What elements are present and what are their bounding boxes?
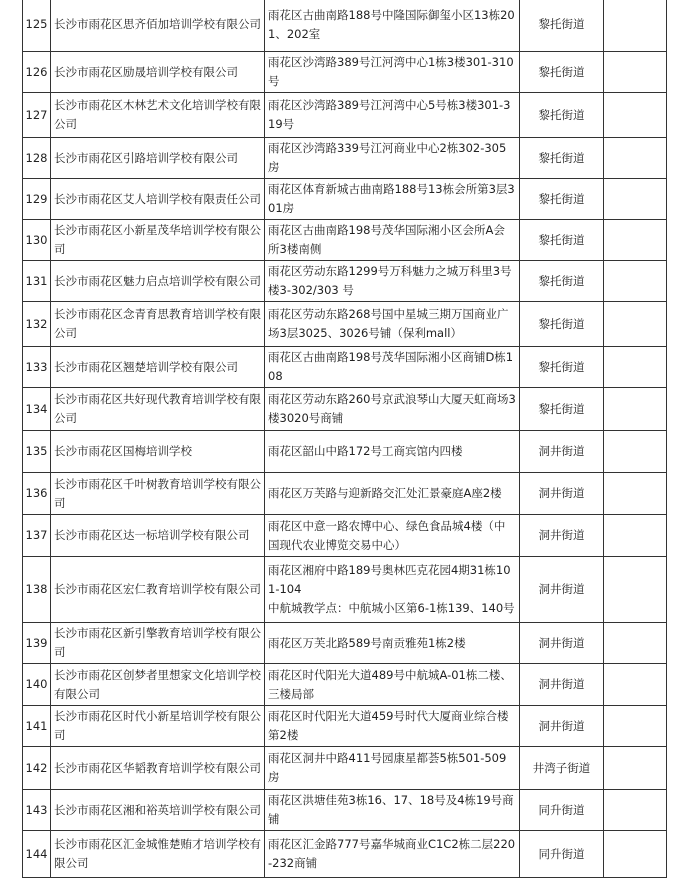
street-office: 同升街道 bbox=[520, 831, 604, 878]
remarks-cell bbox=[604, 0, 667, 52]
street-office: 洞井街道 bbox=[520, 515, 604, 557]
table-row bbox=[23, 220, 667, 261]
remarks-cell bbox=[604, 831, 667, 878]
address-line: 雨花区古曲南路188号中隆国际御玺小区13栋201、202室 bbox=[268, 7, 515, 41]
remarks-cell bbox=[604, 790, 667, 831]
address-line: 雨花区古曲南路198号茂华国际湘小区商铺D栋108 bbox=[268, 350, 514, 383]
school-name: 长沙市雨花区励晟培训学校有限公司 bbox=[51, 52, 265, 93]
address-line: 雨花区体育新城古曲南路188号13栋会所第3层301房 bbox=[268, 182, 515, 215]
table-row bbox=[23, 515, 667, 557]
row-number: 135 bbox=[23, 431, 51, 473]
school-name: 长沙市雨花区宏仁教育培训学校有限公司 bbox=[51, 557, 265, 623]
row-number: 138 bbox=[23, 557, 51, 623]
address-line: 雨花区沙湾路339号江河商业中心2栋302-305房 bbox=[268, 141, 507, 174]
row-number: 126 bbox=[23, 52, 51, 93]
street-office: 黎托街道 bbox=[520, 347, 604, 388]
school-address bbox=[265, 664, 520, 706]
address-line: 雨花区时代阳光大道489号中航城A-01栋二楼、三楼局部 bbox=[268, 667, 512, 701]
school-address bbox=[265, 179, 520, 220]
address-line: 雨花区时代阳光大道459号时代大厦商业综合楼第2楼 bbox=[268, 709, 509, 742]
school-address bbox=[265, 0, 520, 52]
table-row bbox=[23, 347, 667, 388]
school-address bbox=[265, 473, 520, 515]
school-name: 长沙市雨花区创梦者里想家文化培训学校有限公司 bbox=[51, 664, 265, 706]
row-number: 139 bbox=[23, 623, 51, 664]
row-number: 132 bbox=[23, 302, 51, 347]
street-office: 黎托街道 bbox=[520, 52, 604, 93]
remarks-cell bbox=[604, 623, 667, 664]
school-name: 长沙市雨花区华韬教育培训学校有限公司 bbox=[51, 747, 265, 790]
row-number: 125 bbox=[23, 0, 51, 52]
remarks-cell bbox=[604, 138, 667, 179]
remarks-cell bbox=[604, 747, 667, 790]
table-row bbox=[23, 138, 667, 179]
row-number: 134 bbox=[23, 388, 51, 431]
remarks-cell bbox=[604, 706, 667, 747]
remarks-cell bbox=[604, 431, 667, 473]
address-line: 雨花区洪塘佳苑3栋16、17、18号及4栋19号商铺 bbox=[268, 793, 514, 826]
school-name: 长沙市雨花区时代小新星培训学校有限公司 bbox=[51, 706, 265, 747]
table-row bbox=[23, 473, 667, 515]
street-office: 黎托街道 bbox=[520, 138, 604, 179]
school-address bbox=[265, 623, 520, 664]
remarks-cell bbox=[604, 557, 667, 623]
school-name: 长沙市雨花区翘楚培训学校有限公司 bbox=[51, 347, 265, 388]
table-row bbox=[23, 302, 667, 347]
remarks-cell bbox=[604, 302, 667, 347]
school-address bbox=[265, 302, 520, 347]
address-line: 雨花区古曲南路198号茂华国际湘小区会所A会所3楼南侧 bbox=[268, 223, 505, 256]
address-line: 雨花区洞井中路411号园康星都荟5栋501-509房 bbox=[268, 751, 507, 784]
remarks-cell bbox=[604, 388, 667, 431]
address-line: 雨花区沙湾路389号江河湾中心1栋3楼301-310号 bbox=[268, 55, 514, 88]
table-row bbox=[23, 664, 667, 706]
school-address bbox=[265, 93, 520, 138]
school-name: 长沙市雨花区湘和裕英培训学校有限公司 bbox=[51, 790, 265, 831]
row-number: 141 bbox=[23, 706, 51, 747]
remarks-cell bbox=[604, 179, 667, 220]
school-address bbox=[265, 790, 520, 831]
street-office: 黎托街道 bbox=[520, 93, 604, 138]
school-address bbox=[265, 747, 520, 790]
address-line: 雨花区万芙北路589号南贡雅苑1栋2楼 bbox=[268, 635, 466, 650]
table-row bbox=[23, 623, 667, 664]
row-number: 128 bbox=[23, 138, 51, 179]
school-name: 长沙市雨花区思齐佰加培训学校有限公司 bbox=[51, 0, 265, 52]
street-office: 黎托街道 bbox=[520, 388, 604, 431]
table-row bbox=[23, 93, 667, 138]
school-address bbox=[265, 388, 520, 431]
address-line: 雨花区劳动东路268号国中星城三期万国商业广场3层3025、3026号铺（保利mall） bbox=[268, 307, 509, 340]
school-name: 长沙市雨花区小新星茂华培训学校有限公司 bbox=[51, 220, 265, 261]
school-address bbox=[265, 138, 520, 179]
address-line: 雨花区万芙路与迎新路交汇处汇景豪庭A座2楼 bbox=[268, 486, 502, 500]
address-line: 雨花区劳动东路260号京武浪琴山大厦天虹商场3楼3020号商铺 bbox=[268, 392, 516, 425]
school-address bbox=[265, 706, 520, 747]
table-row bbox=[23, 790, 667, 831]
street-office: 同升街道 bbox=[520, 790, 604, 831]
table-row bbox=[23, 179, 667, 220]
school-name: 长沙市雨花区汇金城惟楚贿才培训学校有限公司 bbox=[51, 831, 265, 878]
remarks-cell bbox=[604, 347, 667, 388]
address-line: 雨花区湘府中路189号奥林匹克花园4期31栋101-104 bbox=[268, 563, 511, 596]
street-office: 黎托街道 bbox=[520, 261, 604, 302]
street-office: 洞井街道 bbox=[520, 473, 604, 515]
remarks-cell bbox=[604, 473, 667, 515]
table-row bbox=[23, 0, 667, 52]
table-row bbox=[23, 388, 667, 431]
address-line: 中航城教学点：中航城小区第6-1栋139、140号 bbox=[268, 601, 515, 615]
school-address bbox=[265, 831, 520, 878]
table-row bbox=[23, 431, 667, 473]
school-name: 长沙市雨花区木林艺术文化培训学校有限公司 bbox=[51, 93, 265, 138]
row-number: 137 bbox=[23, 515, 51, 557]
table-row bbox=[23, 831, 667, 878]
address-line: 雨花区韶山中路172号工商宾馆内四楼 bbox=[268, 444, 463, 458]
row-number: 136 bbox=[23, 473, 51, 515]
school-address bbox=[265, 515, 520, 557]
school-name: 长沙市雨花区共好现代教育培训学校有限公司 bbox=[51, 388, 265, 431]
address-line: 雨花区汇金路777号嘉华城商业C1C2栋二层220-232商铺 bbox=[268, 837, 516, 870]
row-number: 140 bbox=[23, 664, 51, 706]
street-office: 黎托街道 bbox=[520, 179, 604, 220]
row-number: 130 bbox=[23, 220, 51, 261]
street-office: 黎托街道 bbox=[520, 0, 604, 52]
address-line: 雨花区中意一路农博中心、绿色食品城4楼（中国现代农业博览交易中心） bbox=[268, 518, 506, 552]
remarks-cell bbox=[604, 261, 667, 302]
school-name: 长沙市雨花区念青育思教育培训学校有限公司 bbox=[51, 302, 265, 347]
table-row bbox=[23, 747, 667, 790]
street-office: 洞井街道 bbox=[520, 431, 604, 473]
school-name: 长沙市雨花区新引擎教育培训学校有限公司 bbox=[51, 623, 265, 664]
school-table bbox=[22, 0, 667, 878]
school-name: 长沙市雨花区引路培训学校有限公司 bbox=[51, 138, 265, 179]
street-office: 洞井街道 bbox=[520, 623, 604, 664]
school-name: 长沙市雨花区千叶树教育培训学校有限公司 bbox=[51, 473, 265, 515]
remarks-cell bbox=[604, 664, 667, 706]
school-name: 长沙市雨花区达一标培训学校有限公司 bbox=[51, 515, 265, 557]
street-office: 黎托街道 bbox=[520, 302, 604, 347]
school-name: 长沙市雨花区魅力启点培训学校有限公司 bbox=[51, 261, 265, 302]
school-address bbox=[265, 220, 520, 261]
row-number: 143 bbox=[23, 790, 51, 831]
school-name: 长沙市雨花区艾人培训学校有限责任公司 bbox=[51, 179, 265, 220]
table-row bbox=[23, 261, 667, 302]
school-name: 长沙市雨花区国梅培训学校 bbox=[51, 431, 265, 473]
remarks-cell bbox=[604, 52, 667, 93]
address-line: 雨花区沙湾路389号江河湾中心5号栋3楼301-319号 bbox=[268, 98, 511, 131]
school-table-body bbox=[23, 0, 667, 878]
row-number: 127 bbox=[23, 93, 51, 138]
street-office: 黎托街道 bbox=[520, 220, 604, 261]
table-row bbox=[23, 706, 667, 747]
row-number: 131 bbox=[23, 261, 51, 302]
school-address bbox=[265, 52, 520, 93]
table-row bbox=[23, 52, 667, 93]
school-address bbox=[265, 557, 520, 623]
school-address bbox=[265, 347, 520, 388]
remarks-cell bbox=[604, 220, 667, 261]
row-number: 142 bbox=[23, 747, 51, 790]
street-office: 洞井街道 bbox=[520, 706, 604, 747]
remarks-cell bbox=[604, 93, 667, 138]
school-address bbox=[265, 431, 520, 473]
row-number: 144 bbox=[23, 831, 51, 878]
school-address bbox=[265, 261, 520, 302]
row-number: 133 bbox=[23, 347, 51, 388]
street-office: 洞井街道 bbox=[520, 664, 604, 706]
remarks-cell bbox=[604, 515, 667, 557]
address-line: 雨花区劳动东路1299号万科魅力之城万科里3号楼3-302/303 号 bbox=[268, 264, 512, 297]
street-office: 井湾子街道 bbox=[520, 747, 604, 790]
table-row bbox=[23, 557, 667, 623]
row-number: 129 bbox=[23, 179, 51, 220]
street-office: 洞井街道 bbox=[520, 557, 604, 623]
